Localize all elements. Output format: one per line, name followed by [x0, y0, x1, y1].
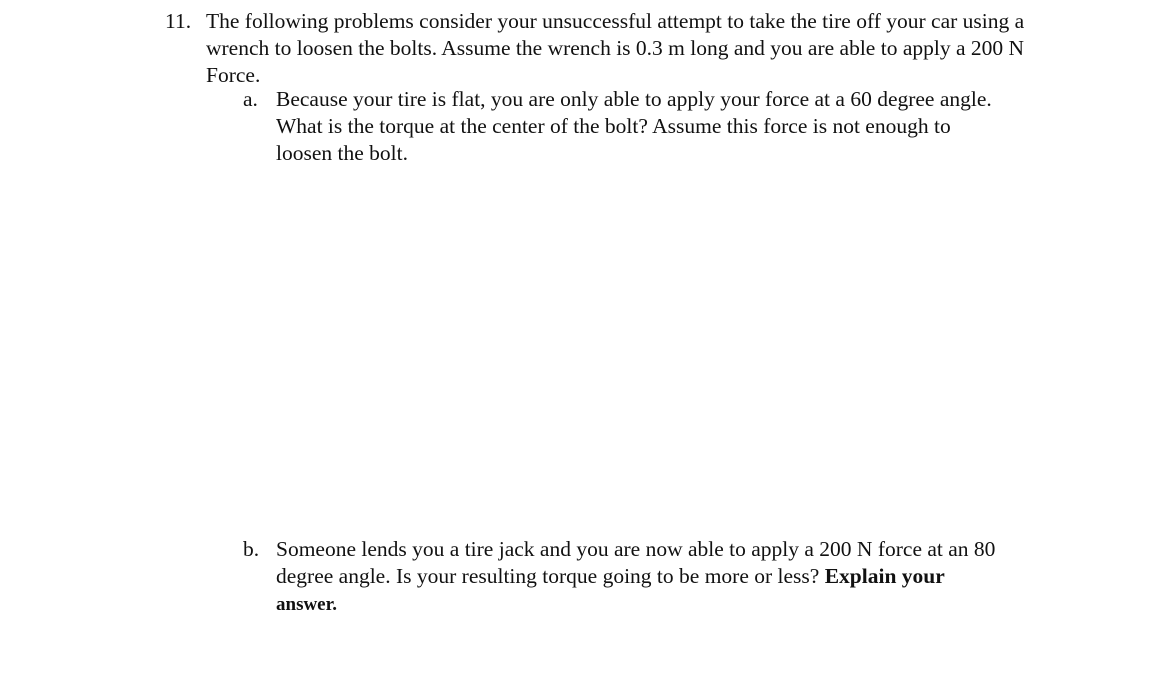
problem-11 [165, 8, 1025, 89]
part-a-question: Because your tire is flat, you are only able to apply your force at a 60 degree angle. What is the torque at the center of the bolt? Assume this force is not enough to loosen the bolt. [276, 87, 992, 165]
problem-statement: The following problems consider your unsuccessful attempt to take the tire off your car using a wrench to loosen the bolts. Assume the wrench is 0.3 m long and you are able to apply a 200 N Force. [206, 9, 1025, 87]
part-a [243, 86, 1003, 167]
part-a-letter: a. [243, 87, 258, 111]
part-b-question-text: Someone lends you a tire jack and you are now able to apply a 200 N force at an 80 degree angle. Is your resulting torque going to be more or less? [276, 537, 996, 588]
problem-number: 11. [165, 9, 192, 33]
part-b-question [276, 536, 1033, 618]
part-b-instruction-end: answer. [276, 594, 338, 615]
part-b [243, 536, 1033, 618]
part-b-letter: b. [243, 537, 260, 561]
part-b-instruction: Explain your [824, 564, 945, 588]
